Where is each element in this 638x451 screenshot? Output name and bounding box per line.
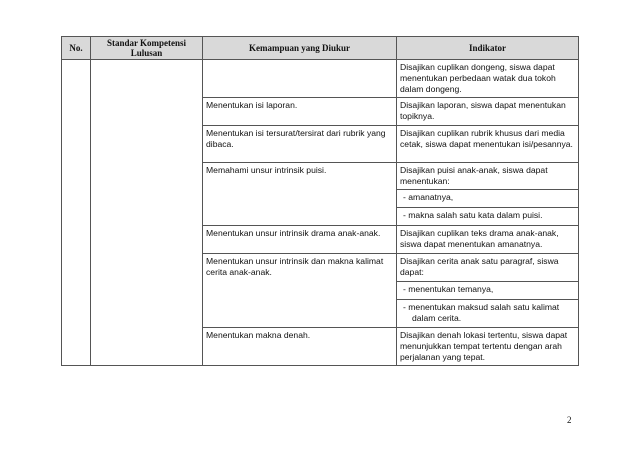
indikator-cell	[397, 300, 579, 328]
kemampuan-cell	[203, 60, 397, 98]
indikator-sub-item: - menentukan temanya,	[403, 284, 494, 294]
indikator-sub-item: - amanatnya,	[403, 192, 454, 202]
skl-cell	[91, 60, 203, 366]
indikator-sub-item: - makna salah satu kata dalam puisi.	[403, 210, 543, 220]
kemampuan-cell: Menentukan isi laporan.	[203, 98, 397, 126]
indikator-cell: Disajikan cerita anak satu paragraf, siswa dapat:	[397, 254, 579, 282]
page-number: 2	[567, 415, 572, 425]
kisi-kisi-table	[61, 36, 579, 366]
indikator-cell	[397, 208, 579, 226]
indikator-cell: Disajikan laporan, siswa dapat menentukan topiknya.	[397, 98, 579, 126]
kemampuan-cell: Menentukan makna denah.	[203, 328, 397, 366]
indikator-cell: Disajikan cuplikan rubrik khusus dari media cetak, siswa dapat menentukan isi/pesannya.	[397, 126, 579, 163]
indikator-cell: Disajikan puisi anak-anak, siswa dapat menentukan:	[397, 163, 579, 190]
header-no: No.	[62, 37, 91, 60]
header-row	[62, 37, 579, 60]
kemampuan-cell: Memahami unsur intrinsik puisi.	[203, 163, 397, 226]
indikator-cell: Disajikan cuplikan dongeng, siswa dapat menentukan perbedaan watak dua tokoh dalam dongeng.	[397, 60, 579, 98]
indikator-cell	[397, 282, 579, 300]
kemampuan-cell: Menentukan unsur intrinsik dan makna kalimat cerita anak-anak.	[203, 254, 397, 328]
indikator-cell	[397, 190, 579, 208]
no-cell	[62, 60, 91, 366]
header-standar-kompetensi: Standar Kompetensi Lulusan	[91, 37, 203, 60]
indikator-cell: Disajikan denah lokasi tertentu, siswa dapat menunjukkan tempat tertentu dengan arah perjalanan yang tepat.	[397, 328, 579, 366]
kemampuan-cell: Menentukan isi tersurat/tersirat dari rubrik yang dibaca.	[203, 126, 397, 163]
header-indikator: Indikator	[397, 37, 579, 60]
indikator-sub-item: - menentukan maksud salah satu kalimat dalam cerita.	[403, 302, 560, 323]
table-row	[62, 60, 579, 98]
header-kemampuan: Kemampuan yang Diukur	[203, 37, 397, 60]
indikator-cell: Disajikan cuplikan teks drama anak-anak, siswa dapat menentukan amanatnya.	[397, 226, 579, 254]
kemampuan-cell: Menentukan unsur intrinsik drama anak-anak.	[203, 226, 397, 254]
